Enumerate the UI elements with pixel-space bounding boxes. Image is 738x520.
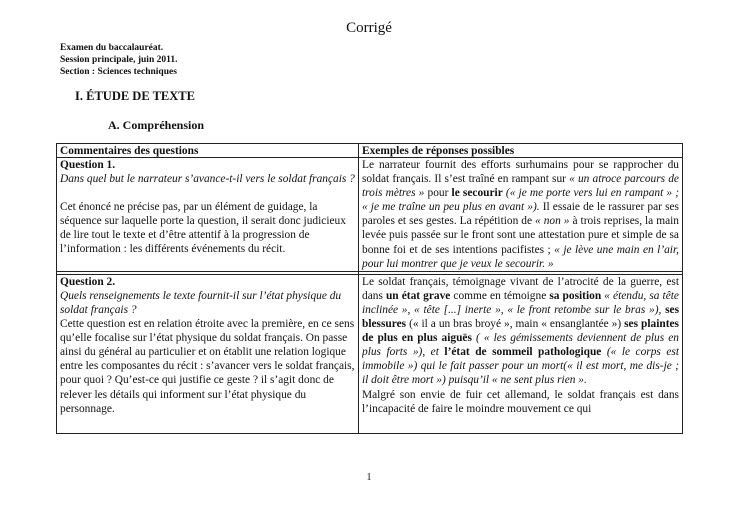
answer-quote: « je lève une main en l’air, pour lui montrer que je veux le secourir. » (362, 243, 679, 270)
table-row-question-2 (57, 274, 683, 433)
answer-text: à trois reprises, la main levée puis passée sur le front sont une attestation pure et simple de sa bonne foi et de ses intentions pacifistes ; (362, 215, 680, 256)
table-header-row (57, 144, 683, 158)
answer-quote: « étendu, sa tête inclinée », « tête [...] inerte », « le front retombe sur le bras »), (362, 289, 679, 316)
answer-text: Le soldat français, témoignage vivant de l’atrocité de la guerre, est dans (362, 275, 679, 302)
section-line: Section : Sciences techniques (60, 67, 177, 77)
answer-keyword: ses blessures (362, 303, 679, 331)
page-number: 1 (366, 472, 372, 483)
answer-cell-q1 (359, 158, 683, 272)
exam-info (60, 42, 177, 78)
section-heading: I. ÉTUDE DE TEXTE (75, 89, 195, 103)
exam-line: Examen du baccalauréat. (60, 43, 164, 53)
question-comment: Cet énoncé ne précise pas, par un élément de guidage, la séquence sur laquelle porte la question, il serait donc judicieux de lire tout le texte et d’être attentif à la progression de l’information : les différents événements du récit. (60, 201, 346, 256)
answer-quote: ( « les gémissements deviennent de plus en plus forts »), et (362, 332, 679, 359)
question-text: Quels renseignements le texte fournit-il sur l’état physique du soldat français ? (60, 289, 342, 316)
answer-keyword: sa position (549, 289, 602, 302)
column-header-comments: Commentaires des questions (57, 144, 359, 158)
correction-table (56, 143, 683, 434)
answer-text: Il essaie de le rassurer par ses paroles et ses gestes. La répétition de (362, 201, 679, 228)
question-label: Question 2. (60, 275, 116, 288)
answer-keyword: le secourir (451, 187, 503, 200)
comment-cell-q1 (57, 158, 359, 272)
answer-text: (« il a un bras broyé », main « ensanglantée ») (406, 318, 625, 331)
answer-keyword: ses plaintes de plus en plus aiguës (362, 318, 679, 345)
page-title: Corrigé (346, 20, 392, 36)
comment-cell-q2 (57, 274, 359, 433)
answer-text: Malgré son envie de fuir cet allemand, le soldat français est dans l’incapacité de faire le moindre mouvement ce qui (362, 388, 679, 415)
answer-keyword: un état grave (385, 289, 451, 302)
answer-quote: (« je me porte vers lui en rampant » ; « je me traîne un peu plus en avant »). (362, 187, 680, 214)
answer-text: comme en témoigne (450, 289, 550, 302)
column-header-answers: Exemples de réponses possibles (359, 144, 683, 158)
question-label: Question 1. (60, 159, 116, 171)
answer-quote: « un atroce parcours de trois mètres » (362, 173, 679, 200)
answer-keyword: l’état de sommeil pathologique (444, 346, 602, 359)
question-comment: Cette question est en relation étroite avec la première, en ce sens qu’elle focalise sur l’état physique du soldat français. On passe ainsi du général au particulier et on établit une relation logique entre les composantes du récit : s’avancer vers le soldat français, pour quoi ? Qu’est-ce qui justifie ce geste ? il s’agit donc de relever les détails qui informent sur l’état physique du personnage. (60, 318, 355, 415)
table-row-question-1 (57, 158, 683, 272)
session-line: Session principale, juin 2011. (60, 55, 178, 65)
answer-quote: (« le corps est immobile ») qui le fait passer pour un mort(« il est mort, me dis-je ; il doit être mort ») puisqu’il « ne sent plus rien ». (362, 346, 679, 387)
answer-text: pour (424, 187, 452, 200)
question-text: Dans quel but le narrateur s’avance-t-il vers le soldat français ? (60, 173, 355, 186)
answer-quote: « non » (535, 215, 570, 228)
subsection-heading: A. Compréhension (108, 118, 205, 132)
answer-cell-q2 (359, 274, 683, 433)
answer-text: Le narrateur fournit des efforts surhumains pour se rapprocher du soldat français. Il s’est traîné en rampant sur (362, 159, 679, 186)
